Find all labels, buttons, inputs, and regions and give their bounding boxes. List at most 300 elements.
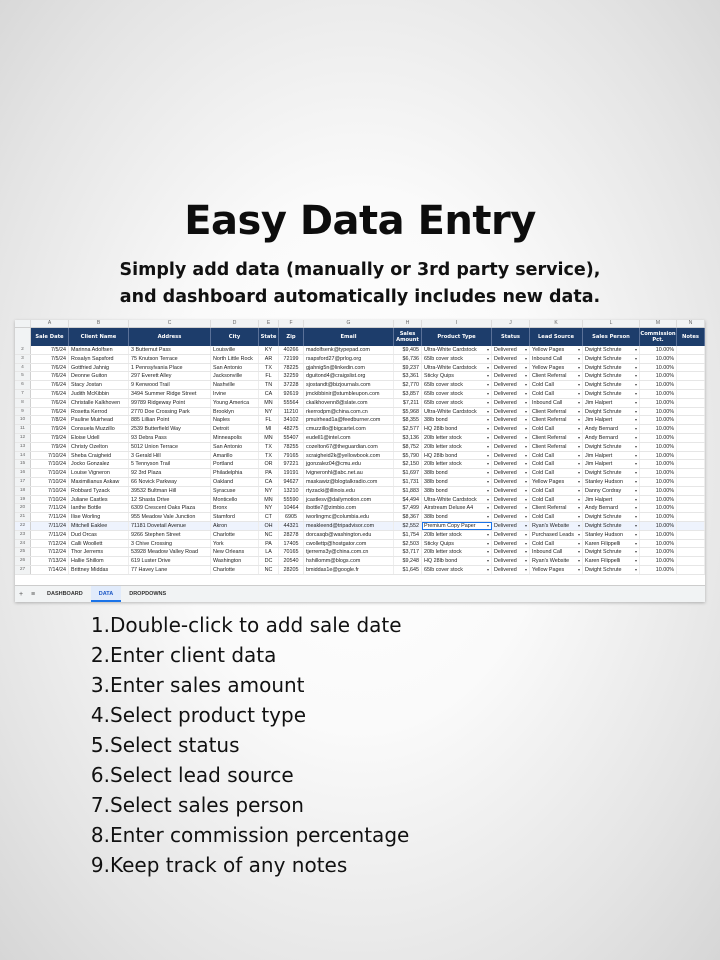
cell-email[interactable]: rtyzacki@illinois.edu xyxy=(304,487,394,495)
column-letter[interactable]: H xyxy=(394,320,422,327)
dropdown-arrow-icon[interactable]: ▾ xyxy=(634,355,637,361)
cell-city[interactable]: Nashville xyxy=(211,381,259,389)
cell-state[interactable]: FL xyxy=(259,416,279,424)
cell-client-name[interactable]: Deonne Guiton xyxy=(69,372,129,380)
cell-notes[interactable] xyxy=(677,513,705,521)
cell-client-name[interactable]: Rosalyn Sapsford xyxy=(69,355,129,363)
cell-zip[interactable]: 28205 xyxy=(279,566,304,574)
cell-commission-pct[interactable]: 10.00% xyxy=(640,487,677,495)
cell-lead-source[interactable] xyxy=(530,540,583,548)
cell-product-type[interactable] xyxy=(422,478,492,486)
cell-lead-source[interactable] xyxy=(530,522,583,530)
cell-client-name[interactable]: Brittney Middas xyxy=(69,566,129,574)
cell-state[interactable]: MN xyxy=(259,399,279,407)
cell-notes[interactable] xyxy=(677,425,705,433)
cell-zip[interactable]: 19191 xyxy=(279,469,304,477)
dropdown-arrow-icon[interactable]: ▾ xyxy=(486,426,489,432)
cell-client-name[interactable]: Jocko Gonzalez xyxy=(69,460,129,468)
cell-sale-date[interactable]: 7/12/24 xyxy=(31,548,69,556)
cell-zip[interactable]: 72199 xyxy=(279,355,304,363)
dropdown-arrow-icon[interactable]: ▾ xyxy=(634,434,637,440)
cell-sale-date[interactable]: 7/10/24 xyxy=(31,487,69,495)
cell-sales-amount[interactable]: $3,361 xyxy=(394,372,422,380)
column-letter[interactable] xyxy=(15,320,31,327)
cell-client-name[interactable]: Sheba Craigheid xyxy=(69,452,129,460)
cell-client-name[interactable]: Ilise Worling xyxy=(69,513,129,521)
dropdown-arrow-icon[interactable]: ▾ xyxy=(634,452,637,458)
cell-sales-person[interactable] xyxy=(583,434,640,442)
cell-city[interactable]: Louisville xyxy=(211,346,259,354)
cell-sales-amount[interactable]: $9,248 xyxy=(394,557,422,565)
cell-client-name[interactable]: Maximilianus Askaw xyxy=(69,478,129,486)
cell-city[interactable]: Charlotte xyxy=(211,531,259,539)
cell-sale-date[interactable]: 7/11/24 xyxy=(31,531,69,539)
cell-zip[interactable]: 37228 xyxy=(279,381,304,389)
cell-sale-date[interactable]: 7/6/24 xyxy=(31,381,69,389)
cell-sale-date[interactable]: 7/10/24 xyxy=(31,460,69,468)
cell-product-type[interactable] xyxy=(422,346,492,354)
cell-address[interactable]: 297 Everett Alley xyxy=(129,372,211,380)
cell-lead-source[interactable] xyxy=(530,557,583,565)
cell-lead-source[interactable] xyxy=(530,513,583,521)
cell-email[interactable]: dguitond4@craigslist.org xyxy=(304,372,394,380)
cell-zip[interactable]: 48275 xyxy=(279,425,304,433)
cell-city[interactable]: York xyxy=(211,540,259,548)
cell-city[interactable]: Amarillo xyxy=(211,452,259,460)
dropdown-arrow-icon[interactable]: ▾ xyxy=(577,514,580,520)
cell-sales-amount[interactable]: $5,790 xyxy=(394,452,422,460)
cell-lead-source[interactable] xyxy=(530,425,583,433)
cell-commission-pct[interactable]: 10.00% xyxy=(640,372,677,380)
cell-city[interactable]: Oakland xyxy=(211,478,259,486)
cell-sales-person[interactable] xyxy=(583,478,640,486)
cell-commission-pct[interactable]: 10.00% xyxy=(640,425,677,433)
column-letter[interactable]: D xyxy=(211,320,259,327)
all-sheets-menu-icon[interactable]: ≡ xyxy=(30,590,36,598)
column-letter[interactable]: F xyxy=(279,320,304,327)
dropdown-arrow-icon[interactable]: ▾ xyxy=(486,364,489,370)
cell-product-type[interactable] xyxy=(422,443,492,451)
cell-address[interactable]: 12 Shasta Drive xyxy=(129,496,211,504)
cell-commission-pct[interactable]: 10.00% xyxy=(640,408,677,416)
cell-sales-person[interactable] xyxy=(583,496,640,504)
cell-city[interactable]: North Little Rock xyxy=(211,355,259,363)
cell-sale-date[interactable]: 7/6/24 xyxy=(31,390,69,398)
cell-status[interactable] xyxy=(492,487,530,495)
cell-client-name[interactable]: Robbard Tyzack xyxy=(69,487,129,495)
cell-state[interactable]: MN xyxy=(259,496,279,504)
cell-client-name[interactable]: Calli Woollett xyxy=(69,540,129,548)
cell-sales-person[interactable] xyxy=(583,513,640,521)
cell-status[interactable] xyxy=(492,364,530,372)
cell-sales-person[interactable] xyxy=(583,364,640,372)
cell-sales-amount[interactable]: $1,697 xyxy=(394,469,422,477)
cell-city[interactable]: Philadelphia xyxy=(211,469,259,477)
cell-sales-amount[interactable]: $3,136 xyxy=(394,434,422,442)
cell-sale-date[interactable]: 7/10/24 xyxy=(31,469,69,477)
cell-sales-amount[interactable]: $6,736 xyxy=(394,355,422,363)
cell-status[interactable] xyxy=(492,566,530,574)
cell-address[interactable]: 75 Knutson Terrace xyxy=(129,355,211,363)
cell-product-type[interactable] xyxy=(422,460,492,468)
cell-city[interactable]: Brooklyn xyxy=(211,408,259,416)
cell-lead-source[interactable] xyxy=(530,355,583,363)
cell-notes[interactable] xyxy=(677,566,705,574)
cell-notes[interactable] xyxy=(677,416,705,424)
cell-address[interactable]: 39532 Bultman Hill xyxy=(129,487,211,495)
cell-product-type[interactable] xyxy=(422,425,492,433)
column-letter[interactable]: M xyxy=(640,320,677,327)
cell-email[interactable]: hshillomm@blogs.com xyxy=(304,557,394,565)
cell-commission-pct[interactable]: 10.00% xyxy=(640,469,677,477)
cell-client-name[interactable]: Christalle Kalkhoven xyxy=(69,399,129,407)
cell-lead-source[interactable] xyxy=(530,452,583,460)
cell-zip[interactable]: 78225 xyxy=(279,364,304,372)
cell-address[interactable]: 6309 Crescent Oaks Plaza xyxy=(129,504,211,512)
dropdown-arrow-icon[interactable]: ▾ xyxy=(634,443,637,449)
cell-sale-date[interactable]: 7/14/24 xyxy=(31,566,69,574)
dropdown-arrow-icon[interactable]: ▾ xyxy=(486,461,489,467)
cell-sales-amount[interactable]: $2,552 xyxy=(394,522,422,530)
dropdown-arrow-icon[interactable]: ▾ xyxy=(634,373,637,379)
cell-address[interactable]: 885 Lillian Point xyxy=(129,416,211,424)
cell-email[interactable]: ibottle7@zimbio.com xyxy=(304,504,394,512)
cell-commission-pct[interactable]: 10.00% xyxy=(640,381,677,389)
cell-lead-source[interactable] xyxy=(530,434,583,442)
dropdown-arrow-icon[interactable]: ▾ xyxy=(486,452,489,458)
dropdown-arrow-icon[interactable]: ▾ xyxy=(524,355,527,361)
cell-city[interactable]: Young America xyxy=(211,399,259,407)
cell-state[interactable]: PA xyxy=(259,469,279,477)
cell-address[interactable]: 9266 Stephen Street xyxy=(129,531,211,539)
dropdown-arrow-icon[interactable]: ▾ xyxy=(524,408,527,414)
cell-address[interactable]: 3 Chive Crossing xyxy=(129,540,211,548)
cell-commission-pct[interactable]: 10.00% xyxy=(640,504,677,512)
column-letter[interactable]: B xyxy=(69,320,129,327)
cell-sale-date[interactable]: 7/5/24 xyxy=(31,355,69,363)
cell-address[interactable]: 2770 Doe Crossing Park xyxy=(129,408,211,416)
cell-commission-pct[interactable]: 10.00% xyxy=(640,452,677,460)
dropdown-arrow-icon[interactable]: ▾ xyxy=(577,347,580,352)
cell-state[interactable]: AR xyxy=(259,355,279,363)
cell-notes[interactable] xyxy=(677,346,705,354)
cell-sales-amount[interactable]: $8,355 xyxy=(394,416,422,424)
dropdown-arrow-icon[interactable]: ▾ xyxy=(634,390,637,396)
cell-status[interactable] xyxy=(492,478,530,486)
cell-zip[interactable]: 79165 xyxy=(279,452,304,460)
cell-zip[interactable]: 17405 xyxy=(279,540,304,548)
cell-email[interactable]: madolfsenk@typepad.com xyxy=(304,346,394,354)
cell-email[interactable]: ckalkhovenn8@slate.com xyxy=(304,399,394,407)
dropdown-arrow-icon[interactable]: ▾ xyxy=(634,417,637,423)
column-letter[interactable]: N xyxy=(677,320,705,327)
dropdown-arrow-icon[interactable]: ▾ xyxy=(634,347,637,352)
cell-client-name[interactable]: Dud Orcas xyxy=(69,531,129,539)
dropdown-arrow-icon[interactable]: ▾ xyxy=(486,373,489,379)
cell-status[interactable] xyxy=(492,434,530,442)
cell-sales-amount[interactable]: $7,499 xyxy=(394,504,422,512)
cell-address[interactable]: 1 Pennsylvania Place xyxy=(129,364,211,372)
cell-product-type[interactable] xyxy=(422,408,492,416)
cell-client-name[interactable]: Ianthe Bottle xyxy=(69,504,129,512)
cell-state[interactable]: CA xyxy=(259,390,279,398)
cell-notes[interactable] xyxy=(677,478,705,486)
cell-email[interactable]: jgonzalez04@cmu.edu xyxy=(304,460,394,468)
dropdown-arrow-icon[interactable]: ▾ xyxy=(577,399,580,405)
cell-commission-pct[interactable]: 10.00% xyxy=(640,443,677,451)
dropdown-arrow-icon[interactable]: ▾ xyxy=(577,443,580,449)
dropdown-arrow-icon[interactable]: ▾ xyxy=(634,505,637,511)
cell-city[interactable]: Syracuse xyxy=(211,487,259,495)
cell-sales-amount[interactable]: $3,717 xyxy=(394,548,422,556)
column-letter[interactable]: K xyxy=(530,320,583,327)
cell-commission-pct[interactable]: 10.00% xyxy=(640,531,677,539)
dropdown-arrow-icon[interactable]: ▾ xyxy=(634,399,637,405)
dropdown-arrow-icon[interactable]: ▾ xyxy=(486,417,489,423)
dropdown-arrow-icon[interactable]: ▾ xyxy=(634,461,637,467)
cell-state[interactable]: FL xyxy=(259,372,279,380)
column-letter[interactable]: C xyxy=(129,320,211,327)
cell-lead-source[interactable] xyxy=(530,548,583,556)
cell-address[interactable]: 2539 Butterfield Way xyxy=(129,425,211,433)
cell-notes[interactable] xyxy=(677,381,705,389)
cell-notes[interactable] xyxy=(677,372,705,380)
dropdown-arrow-icon[interactable]: ▾ xyxy=(577,496,580,502)
cell-state[interactable]: NY xyxy=(259,504,279,512)
cell-zip[interactable]: 55564 xyxy=(279,399,304,407)
cell-lead-source[interactable] xyxy=(530,381,583,389)
cell-address[interactable]: 66 Novick Parkway xyxy=(129,478,211,486)
cell-commission-pct[interactable]: 10.00% xyxy=(640,346,677,354)
cell-product-type[interactable] xyxy=(422,355,492,363)
tab-dashboard[interactable]: DASHBOARD xyxy=(47,591,83,597)
dropdown-arrow-icon[interactable]: ▾ xyxy=(486,443,489,449)
cell-sales-person[interactable] xyxy=(583,548,640,556)
cell-city[interactable]: Irvine xyxy=(211,390,259,398)
cell-sales-amount[interactable]: $2,503 xyxy=(394,540,422,548)
cell-notes[interactable] xyxy=(677,390,705,398)
cell-product-type[interactable] xyxy=(422,452,492,460)
dropdown-arrow-icon[interactable]: ▾ xyxy=(524,434,527,440)
add-sheet-icon[interactable]: + xyxy=(18,590,24,598)
cell-city[interactable]: Charlotte xyxy=(211,566,259,574)
cell-sales-person[interactable] xyxy=(583,355,640,363)
cell-commission-pct[interactable]: 10.00% xyxy=(640,522,677,530)
cell-notes[interactable] xyxy=(677,540,705,548)
dropdown-arrow-icon[interactable]: ▾ xyxy=(577,522,580,528)
dropdown-arrow-icon[interactable]: ▾ xyxy=(486,505,489,511)
cell-sale-date[interactable]: 7/12/24 xyxy=(31,540,69,548)
cell-notes[interactable] xyxy=(677,496,705,504)
dropdown-arrow-icon[interactable]: ▾ xyxy=(634,558,637,564)
cell-sales-amount[interactable]: $2,577 xyxy=(394,425,422,433)
cell-sales-person[interactable] xyxy=(583,399,640,407)
cell-zip[interactable]: 20540 xyxy=(279,557,304,565)
dropdown-arrow-icon[interactable]: ▾ xyxy=(577,478,580,484)
cell-product-type[interactable] xyxy=(422,504,492,512)
cell-lead-source[interactable] xyxy=(530,390,583,398)
cell-notes[interactable] xyxy=(677,443,705,451)
cell-notes[interactable] xyxy=(677,487,705,495)
cell-lead-source[interactable] xyxy=(530,364,583,372)
cell-commission-pct[interactable]: 10.00% xyxy=(640,566,677,574)
cell-sales-person[interactable] xyxy=(583,381,640,389)
cell-email[interactable]: cozelton67@theguardian.com xyxy=(304,443,394,451)
cell-lead-source[interactable] xyxy=(530,372,583,380)
column-letter[interactable]: G xyxy=(304,320,394,327)
cell-commission-pct[interactable]: 10.00% xyxy=(640,548,677,556)
cell-sales-amount[interactable]: $9,237 xyxy=(394,364,422,372)
cell-state[interactable]: NC xyxy=(259,566,279,574)
cell-sales-amount[interactable]: $2,770 xyxy=(394,381,422,389)
cell-status[interactable] xyxy=(492,496,530,504)
cell-sales-person[interactable] xyxy=(583,390,640,398)
cell-address[interactable]: 3 Gerald Hill xyxy=(129,452,211,460)
cell-commission-pct[interactable]: 10.00% xyxy=(640,460,677,468)
dropdown-arrow-icon[interactable]: ▾ xyxy=(524,417,527,423)
cell-sale-date[interactable]: 7/10/24 xyxy=(31,496,69,504)
dropdown-arrow-icon[interactable]: ▾ xyxy=(577,461,580,467)
cell-product-type[interactable] xyxy=(422,531,492,539)
cell-client-name[interactable]: Christy Ozelton xyxy=(69,443,129,451)
cell-lead-source[interactable] xyxy=(530,408,583,416)
cell-product-type[interactable] xyxy=(422,390,492,398)
cell-status[interactable] xyxy=(492,531,530,539)
cell-commission-pct[interactable]: 10.00% xyxy=(640,513,677,521)
cell-status[interactable] xyxy=(492,399,530,407)
dropdown-arrow-icon[interactable]: ▾ xyxy=(577,566,580,572)
cell-email[interactable]: eudell1@intel.com xyxy=(304,434,394,442)
cell-client-name[interactable]: Judith McKibbin xyxy=(69,390,129,398)
cell-lead-source[interactable] xyxy=(530,469,583,477)
dropdown-arrow-icon[interactable]: ▾ xyxy=(486,487,489,493)
cell-city[interactable]: Monticello xyxy=(211,496,259,504)
cell-sale-date[interactable]: 7/6/24 xyxy=(31,364,69,372)
cell-client-name[interactable]: Thor Jerrems xyxy=(69,548,129,556)
cell-commission-pct[interactable]: 10.00% xyxy=(640,399,677,407)
dropdown-arrow-icon[interactable]: ▾ xyxy=(634,514,637,520)
cell-lead-source[interactable] xyxy=(530,443,583,451)
cell-sale-date[interactable]: 7/9/24 xyxy=(31,434,69,442)
dropdown-arrow-icon[interactable]: ▾ xyxy=(524,522,527,528)
dropdown-arrow-icon[interactable]: ▾ xyxy=(577,390,580,396)
cell-notes[interactable] xyxy=(677,408,705,416)
cell-email[interactable]: bmiddas1e@google.fr xyxy=(304,566,394,574)
cell-state[interactable]: PA xyxy=(259,540,279,548)
cell-status[interactable] xyxy=(492,548,530,556)
cell-sales-person[interactable] xyxy=(583,566,640,574)
cell-commission-pct[interactable]: 10.00% xyxy=(640,540,677,548)
dropdown-arrow-icon[interactable]: ▾ xyxy=(577,382,580,388)
cell-lead-source[interactable] xyxy=(530,487,583,495)
cell-status[interactable] xyxy=(492,557,530,565)
cell-email[interactable]: rsapsford27@prlog.org xyxy=(304,355,394,363)
dropdown-arrow-icon[interactable]: ▾ xyxy=(524,373,527,379)
cell-sales-person[interactable] xyxy=(583,531,640,539)
column-letter[interactable]: L xyxy=(583,320,640,327)
column-letter[interactable]: E xyxy=(259,320,279,327)
cell-client-name[interactable]: Hallie Shillom xyxy=(69,557,129,565)
cell-zip[interactable]: 13210 xyxy=(279,487,304,495)
cell-state[interactable]: LA xyxy=(259,548,279,556)
dropdown-arrow-icon[interactable]: ▾ xyxy=(634,408,637,414)
cell-zip[interactable]: 94627 xyxy=(279,478,304,486)
dropdown-arrow-icon[interactable]: ▾ xyxy=(634,426,637,432)
cell-sales-person[interactable] xyxy=(583,372,640,380)
cell-status[interactable] xyxy=(492,452,530,460)
cell-sales-person[interactable] xyxy=(583,522,640,530)
cell-address[interactable]: 9 Kenwood Trail xyxy=(129,381,211,389)
cell-sale-date[interactable]: 7/5/24 xyxy=(31,346,69,354)
cell-product-type[interactable] xyxy=(422,469,492,477)
cell-product-type[interactable] xyxy=(422,381,492,389)
dropdown-arrow-icon[interactable]: ▾ xyxy=(524,470,527,476)
cell-commission-pct[interactable]: 10.00% xyxy=(640,496,677,504)
cell-city[interactable]: Portland xyxy=(211,460,259,468)
cell-email[interactable]: iworlingmc@columbia.edu xyxy=(304,513,394,521)
cell-status[interactable] xyxy=(492,390,530,398)
cell-sale-date[interactable]: 7/6/24 xyxy=(31,408,69,416)
dropdown-arrow-icon[interactable]: ▾ xyxy=(486,558,489,564)
cell-sale-date[interactable]: 7/10/24 xyxy=(31,452,69,460)
dropdown-arrow-icon[interactable]: ▾ xyxy=(486,540,489,546)
cell-sales-person[interactable] xyxy=(583,452,640,460)
cell-sales-person[interactable] xyxy=(583,469,640,477)
cell-sales-person[interactable] xyxy=(583,460,640,468)
cell-client-name[interactable]: Rosetta Kerrod xyxy=(69,408,129,416)
cell-email[interactable]: lvigneronhl@abc.net.au xyxy=(304,469,394,477)
cell-state[interactable]: OH xyxy=(259,522,279,530)
cell-notes[interactable] xyxy=(677,531,705,539)
dropdown-arrow-icon[interactable]: ▾ xyxy=(577,452,580,458)
cell-sales-amount[interactable]: $5,968 xyxy=(394,408,422,416)
dropdown-arrow-icon[interactable]: ▾ xyxy=(634,540,637,546)
cell-address[interactable]: 53928 Meadow Valley Road xyxy=(129,548,211,556)
cell-commission-pct[interactable]: 10.00% xyxy=(640,390,677,398)
column-letter[interactable]: I xyxy=(422,320,492,327)
cell-email[interactable]: gjahnig5n@linkedin.com xyxy=(304,364,394,372)
dropdown-arrow-icon[interactable]: ▾ xyxy=(634,364,637,370)
cell-city[interactable]: New Orleans xyxy=(211,548,259,556)
dropdown-arrow-icon[interactable]: ▾ xyxy=(577,505,580,511)
dropdown-arrow-icon[interactable]: ▾ xyxy=(486,355,489,361)
dropdown-arrow-icon[interactable]: ▾ xyxy=(524,558,527,564)
cell-sales-amount[interactable]: $3,857 xyxy=(394,390,422,398)
cell-sale-date[interactable]: 7/6/24 xyxy=(31,399,69,407)
dropdown-arrow-icon[interactable]: ▾ xyxy=(577,408,580,414)
cell-status[interactable] xyxy=(492,346,530,354)
cell-zip[interactable]: 44321 xyxy=(279,522,304,530)
dropdown-arrow-icon[interactable]: ▾ xyxy=(524,549,527,555)
dropdown-arrow-icon[interactable]: ▾ xyxy=(524,496,527,502)
cell-state[interactable]: NY xyxy=(259,408,279,416)
cell-sale-date[interactable]: 7/11/24 xyxy=(31,522,69,530)
cell-email[interactable]: meakleend@tripadvisor.com xyxy=(304,522,394,530)
cell-state[interactable]: TX xyxy=(259,364,279,372)
cell-lead-source[interactable] xyxy=(530,478,583,486)
dropdown-arrow-icon[interactable]: ▾ xyxy=(486,399,489,405)
dropdown-arrow-icon[interactable]: ▾ xyxy=(486,522,489,528)
dropdown-arrow-icon[interactable]: ▾ xyxy=(524,364,527,370)
cell-city[interactable]: Detroit xyxy=(211,425,259,433)
cell-zip[interactable]: 6905 xyxy=(279,513,304,521)
cell-commission-pct[interactable]: 10.00% xyxy=(640,355,677,363)
cell-client-name[interactable]: Eloise Udell xyxy=(69,434,129,442)
dropdown-arrow-icon[interactable]: ▾ xyxy=(524,487,527,493)
cell-sales-amount[interactable]: $4,494 xyxy=(394,496,422,504)
cell-zip[interactable]: 70165 xyxy=(279,548,304,556)
cell-product-type[interactable] xyxy=(422,487,492,495)
